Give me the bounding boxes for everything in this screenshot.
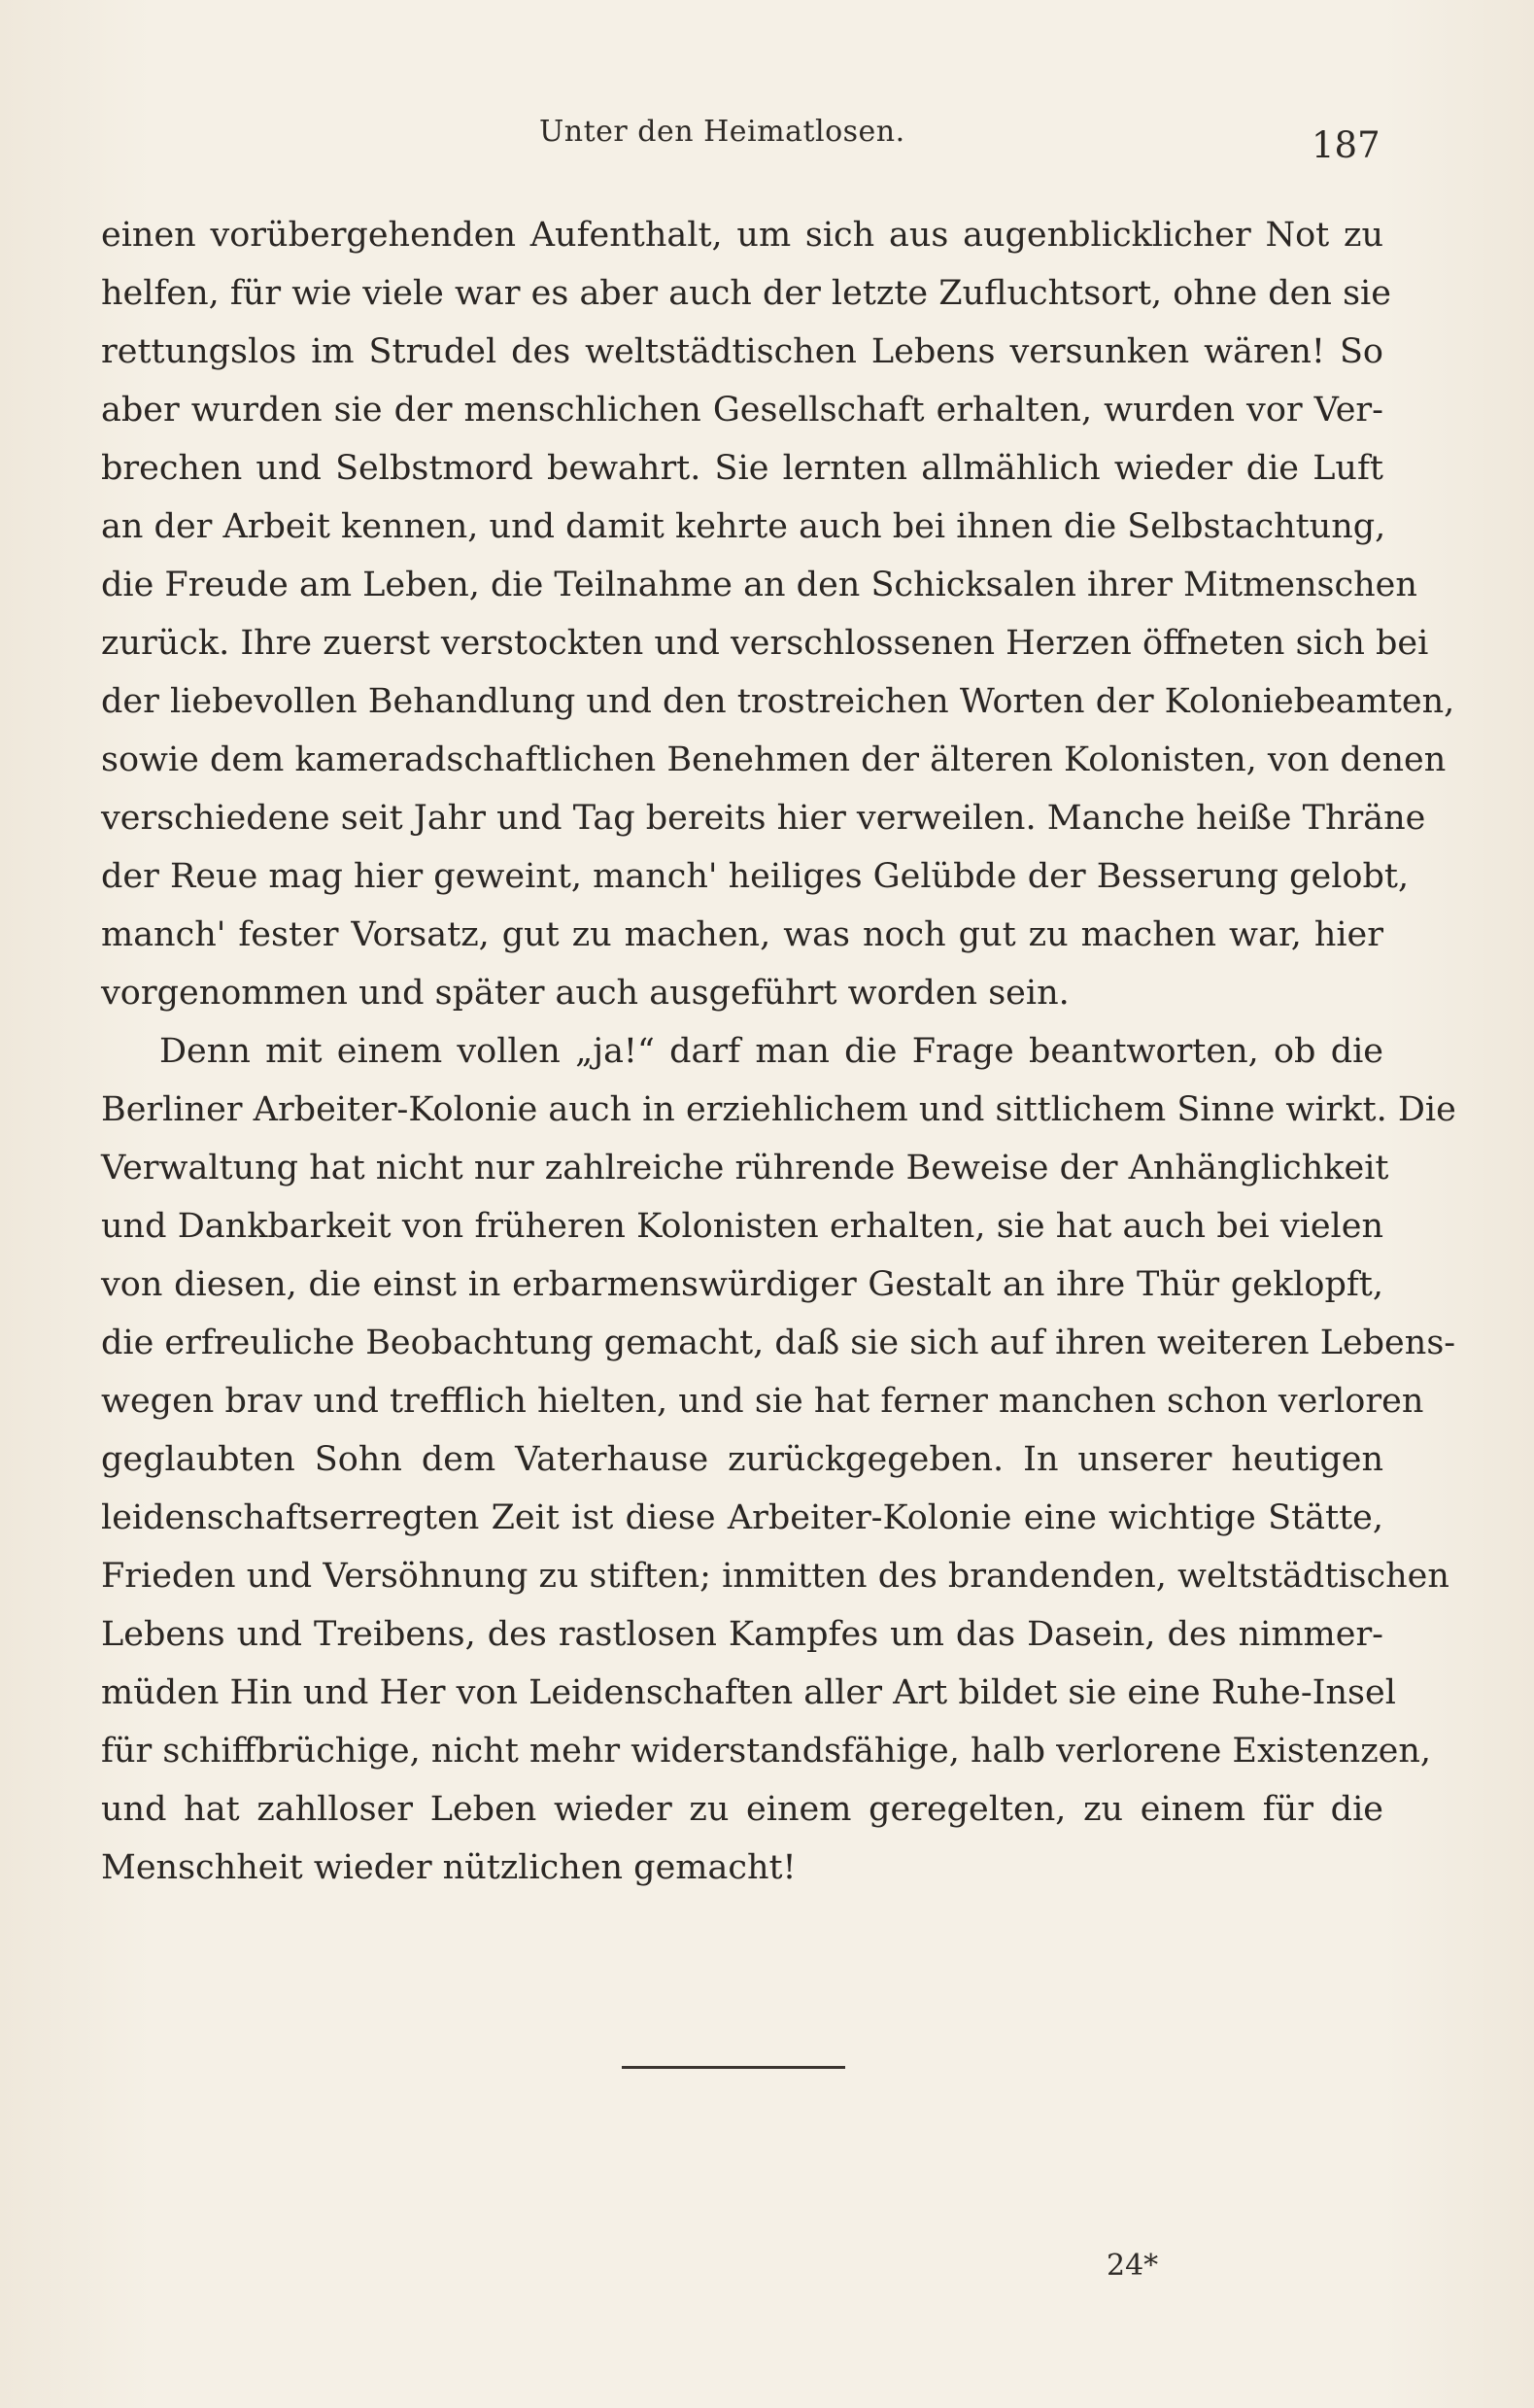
text-line: leidenschaftserregten Zeit ist diese Arbeiter-Kolonie eine wichtige Stätte, (101, 1498, 1383, 1537)
text-line: einen vorübergehenden Aufenthalt, um sich aus augenblicklicher Not zu (101, 216, 1383, 255)
text-line: die erfreuliche Beobachtung gemacht, daß sie sich auf ihren weiteren Lebens- (101, 1324, 1456, 1362)
text-line: zurück. Ihre zuerst verstockten und verschlossenen Herzen öffneten sich bei (101, 624, 1429, 663)
text-line: wegen brav und trefflich hielten, und sie hat ferner manchen schon verloren (101, 1382, 1424, 1421)
text-line: müden Hin und Her von Leidenschaften aller Art bildet sie eine Ruhe-Insel (101, 1673, 1396, 1712)
text-line: verschiedene seit Jahr und Tag bereits hier verweilen. Manche heiße Thräne (101, 799, 1426, 838)
paragraph-last-line: Menschheit wieder nützlichen gemacht! (101, 1848, 797, 1887)
running-head: Unter den Heimatlosen. (539, 115, 905, 149)
text-line: Frieden und Versöhnung zu stiften; inmitten des brandenden, weltstädtischen (101, 1557, 1449, 1596)
text-line: Berliner Arbeiter-Kolonie auch in erziehlichem und sittlichem Sinne wirkt. Die (101, 1090, 1456, 1129)
text-line: Verwaltung hat nicht nur zahlreiche rührende Beweise der Anhänglichkeit (101, 1149, 1389, 1187)
paragraph-last-line: vorgenommen und später auch ausgeführt worden sein. (101, 974, 1070, 1013)
text-line: und hat zahlloser Leben wieder zu einem geregelten, zu einem für die (101, 1790, 1383, 1829)
text-line: brechen und Selbstmord bewahrt. Sie lernten allmählich wieder die Luft (101, 449, 1383, 488)
text-line: sowie dem kameradschaftlichen Benehmen der älteren Kolonisten, von denen (101, 740, 1447, 779)
text-line: von diesen, die einst in erbarmenswürdiger Gestalt an ihre Thür geklopft, (101, 1265, 1383, 1304)
text-line: und Dankbarkeit von früheren Kolonisten erhalten, sie hat auch bei vielen (101, 1207, 1383, 1246)
text-line: die Freude am Leben, die Teilnahme an den Schicksalen ihrer Mitmenschen (101, 566, 1417, 604)
section-divider (622, 2066, 845, 2069)
text-line: rettungslos im Strudel des weltstädtischen Lebens versunken wären! So (101, 332, 1383, 371)
text-line: für schiffbrüchige, nicht mehr widerstandsfähige, halb verlorene Existenzen, (101, 1732, 1432, 1771)
paragraph-first-line: Denn mit einem vollen „ja!“ darf man die Frage beantworten, ob die (159, 1032, 1383, 1071)
signature-mark: 24* (1107, 2249, 1159, 2283)
text-line: an der Arbeit kennen, und damit kehrte auch bei ihnen die Selbstachtung, (101, 507, 1386, 546)
body-text (101, 206, 1456, 1897)
text-line: der liebevollen Behandlung und den trostreichen Worten der Koloniebeamten, (101, 682, 1455, 721)
page-number: 187 (1312, 124, 1381, 166)
text-line: Lebens und Treibens, des rastlosen Kampfes um das Dasein, des nimmer- (101, 1615, 1383, 1654)
text-line: manch' fester Vorsatz, gut zu machen, was noch gut zu machen war, hier (101, 915, 1383, 954)
text-line: aber wurden sie der menschlichen Gesellschaft erhalten, wurden vor Ver- (101, 391, 1383, 430)
text-line: helfen, für wie viele war es aber auch der letzte Zufluchtsort, ohne den sie (101, 274, 1391, 313)
text-line: der Reue mag hier geweint, manch' heiliges Gelübde der Besserung gelobt, (101, 857, 1410, 896)
text-line: geglaubten Sohn dem Vaterhause zurückgegeben. In unserer heutigen (101, 1440, 1383, 1479)
